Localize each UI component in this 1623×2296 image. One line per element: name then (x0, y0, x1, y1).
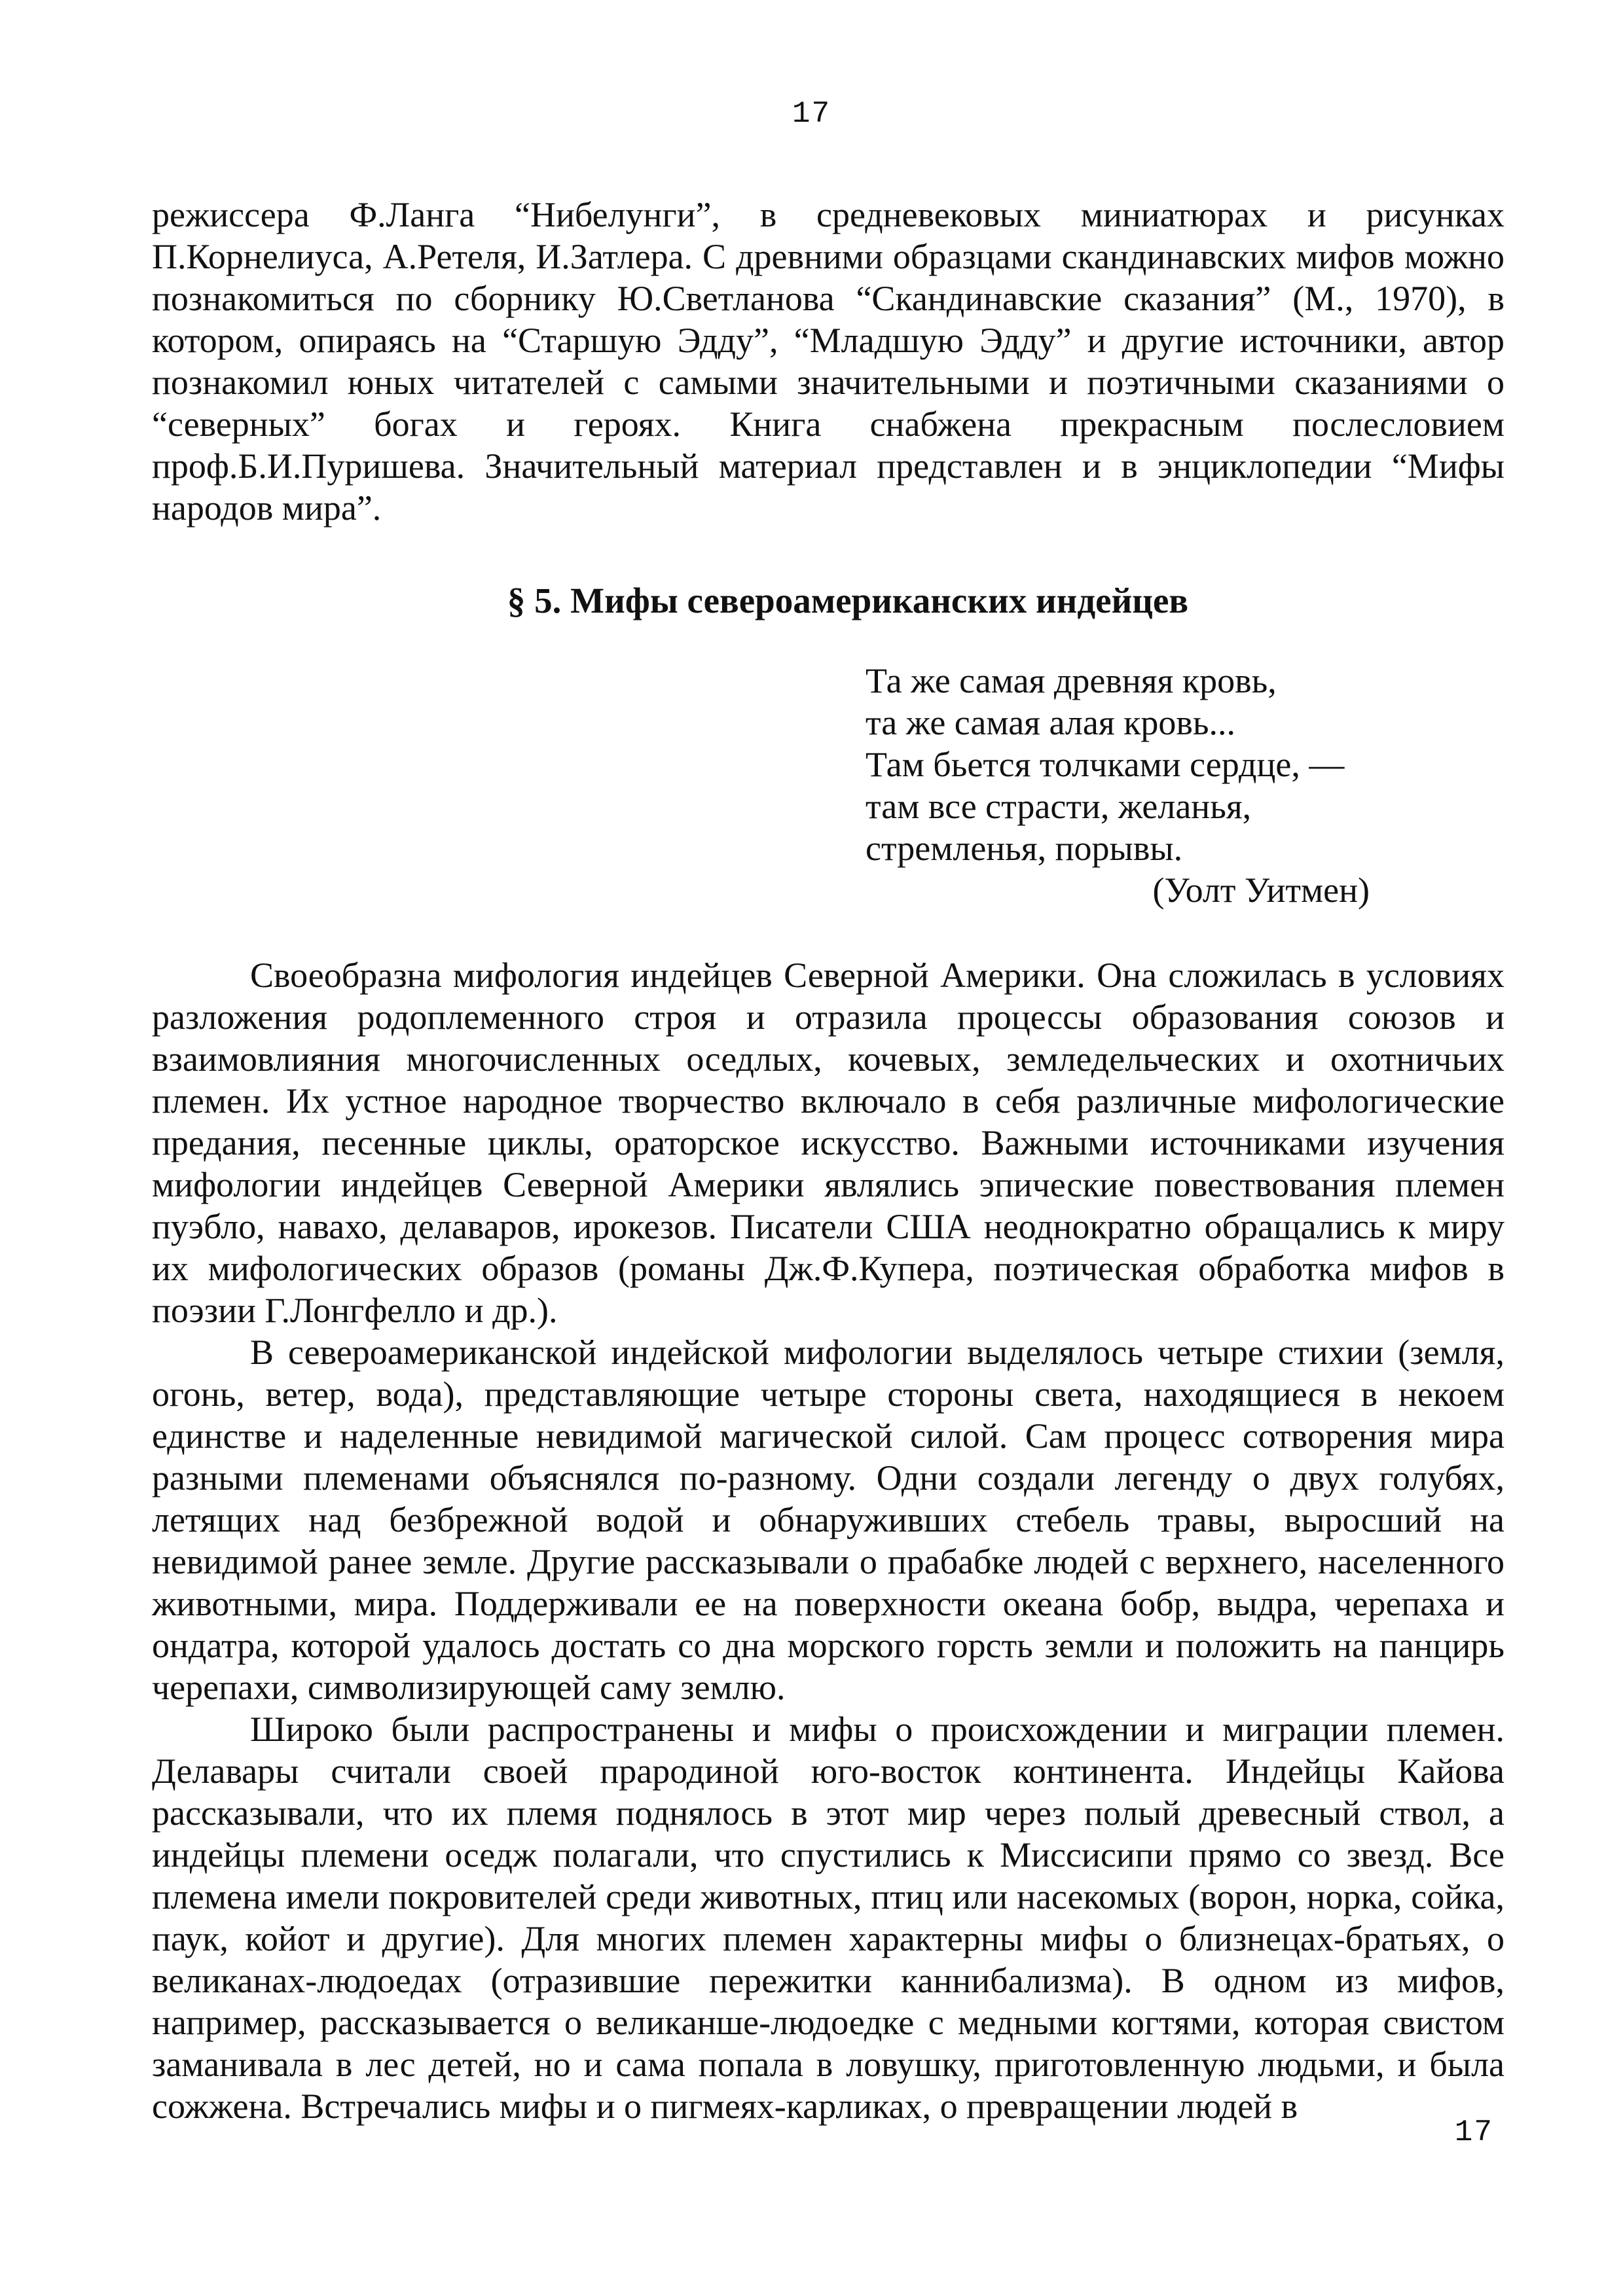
body-paragraph-1: Своеобразна мифология индейцев Северной Америки. Она сложилась в условиях разложения родоплеменного строя и отразила процессы образования союзов и взаимовлияния многочисленных оседлых, кочевых, земледельческих и охотничьих племен. Их устное народное творчество включало в себя различные мифологические предания, песенные циклы, ораторское искусство. Важными источниками изучения мифологии индейцев Северной Америки являлись эпические повествования племен пуэбло, навахо, делаваров, ирокезов. Писатели США неоднократно обращались к миру их мифологических образов (романы Дж.Ф.Купера, поэтическая обработка мифов в поэзии Г.Лонгфелло и др.). (152, 956, 1504, 1330)
epigraph-author: (Уолт Уитмен) (1152, 870, 1370, 910)
main-content (152, 194, 1504, 2127)
body-paragraph-3: Широко были распространены и мифы о происхождении и миграции племен. Делавары считали своей прародиной юго-восток континента. Индейцы Кайова рассказывали, что их племя поднялось в этот мир через полый древесный ствол, а индейцы племени оседж полагали, что спустились к Миссисипи прямо со звезд. Все племена имели покровителей среди животных, птиц или насекомых (ворон, норка, сойка, паук, койот и другие). Для многих племен характерны мифы о близнецах-братьях, о великанах-людоедах (отразившие пережитки каннибализма). В одном из мифов, например, рассказывается о великанше-людоедке с медными когтями, которая свистом заманивала в лес детей, но и сама попала в ловушку, приготовленную людьми, и была сожжена. Встречались мифы и о пигмеях-карликах, о превращении людей в (152, 1710, 1504, 2126)
page-number-top: 17 (792, 97, 831, 131)
body-paragraph-2: В североамериканской индейской мифологии выделялось четыре стихии (земля, огонь, ветер, вода), представляющие четыре стороны света, находящиеся в некоем единстве и наделенные невидимой магической силой. Сам процесс сотворения мира разными племенами объяснялся по-разному. Одни создали легенду о двух голубях, летящих над безбрежной водой и обнаруживших стебель травы, выросший на невидимой ранее земле. Другие рассказывали о прабабке людей с верхнего, населенного животными, мира. Поддерживали ее на поверхности океана бобр, выдра, черепаха и ондатра, которой удалось достать со дна морского горсть земли и положить на панцирь черепахи, символизирующей саму землю. (152, 1333, 1504, 1707)
intro-paragraph: режиссера Ф.Ланга “Нибелунги”, в средневековых миниатюрах и рисунках П.Корнелиуса, А.Ретеля, И.Затлера. С древними образцами скандинавских мифов можно познакомиться по сборнику Ю.Светланова “Скандинавские сказания” (М., 1970), в котором, опираясь на “Старшую Эдду”, “Младшую Эдду” и другие источники, автор познакомил юных читателей с самыми значительными и поэтичными сказаниями о “северных” богах и героях. Книга снабжена прекрасным послесловием проф.Б.И.Пуришева. Значительный материал представлен и в энциклопедии “Мифы народов мира”. (152, 195, 1504, 528)
epigraph-line: там все страсти, желанья, (866, 787, 1252, 826)
epigraph-line: Та же самая древняя кровь, (866, 661, 1277, 700)
epigraph-line: стремленья, порывы. (866, 829, 1183, 868)
page-number-bottom: 17 (1454, 2115, 1493, 2149)
section-title: § 5. Мифы североамериканских индейцев (507, 581, 1189, 620)
epigraph-line: та же самая алая кровь... (866, 703, 1236, 742)
epigraph (866, 660, 1370, 911)
epigraph-line: Там бьется толчками сердце, — (866, 745, 1345, 784)
